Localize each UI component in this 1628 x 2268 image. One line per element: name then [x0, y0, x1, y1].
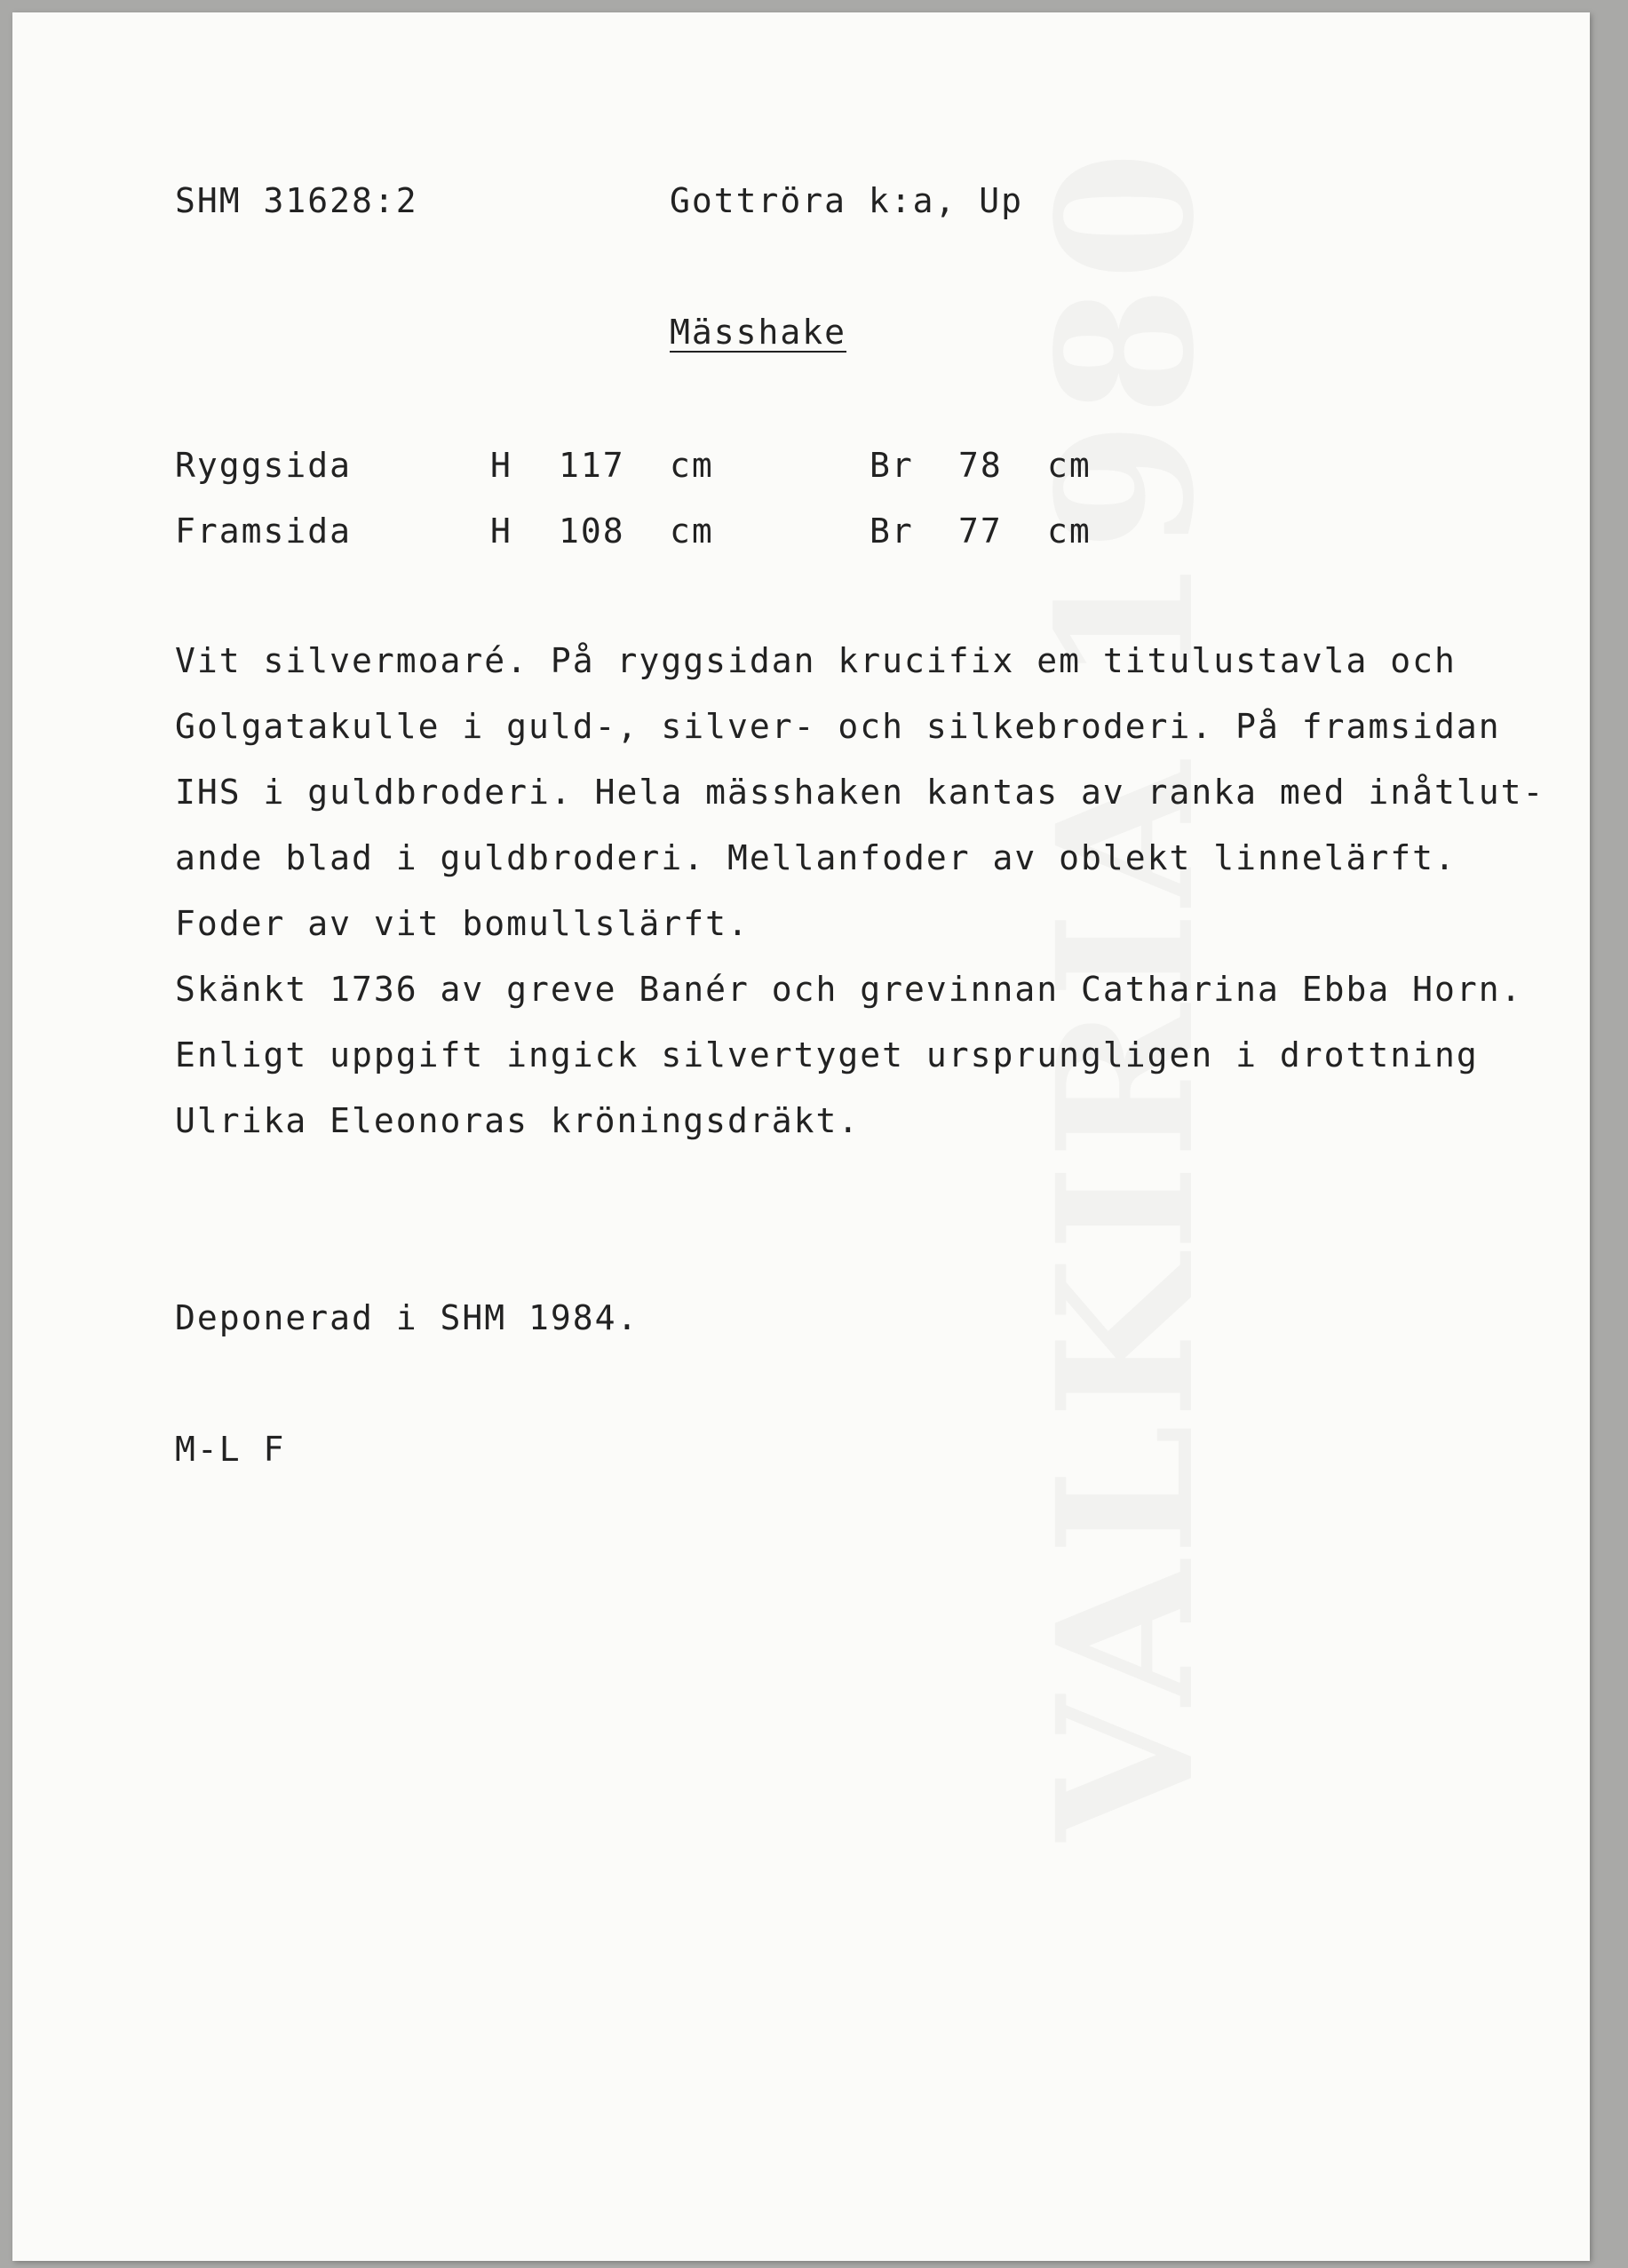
width-label: Br	[870, 511, 914, 551]
description-line: IHS i guldbroderi. Hela mässhaken kantas av ranka med inåtlut-	[175, 773, 1545, 812]
location: Gottröra k:a, Up	[670, 181, 1024, 220]
width-unit: cm	[1047, 511, 1092, 551]
height-label: H	[490, 511, 512, 551]
height-value: 117	[559, 446, 625, 485]
measurement-side: Framsida	[175, 511, 353, 551]
description-line: Vit silvermoaré. På ryggsidan krucifix em titulustavla och	[175, 641, 1457, 680]
description-line: Ulrika Eleonoras kröningsdräkt.	[175, 1101, 861, 1140]
deposit-note: Deponerad i SHM 1984.	[175, 1298, 639, 1337]
signature-initials: M-L F	[175, 1430, 286, 1469]
width-value: 78	[958, 446, 1003, 485]
measurement-side: Ryggsida	[175, 446, 353, 485]
height-unit: cm	[670, 511, 714, 551]
height-value: 108	[559, 511, 625, 551]
width-value: 77	[958, 511, 1003, 551]
height-unit: cm	[670, 446, 714, 485]
document-title: Mässhake	[670, 313, 847, 352]
document-page	[12, 12, 1590, 2261]
description-line: Skänkt 1736 av greve Banér och grevinnan Catharina Ebba Horn.	[175, 970, 1523, 1009]
description-line: Foder av vit bomullslärft.	[175, 904, 750, 943]
inventory-number: SHM 31628:2	[175, 181, 418, 220]
description-line: Golgatakulle i guld-, silver- och silkebroderi. På framsidan	[175, 707, 1501, 746]
width-unit: cm	[1047, 446, 1092, 485]
width-label: Br	[870, 446, 914, 485]
description-line: Enligt uppgift ingick silvertyget ursprungligen i drottning	[175, 1035, 1479, 1075]
height-label: H	[490, 446, 512, 485]
description-line: ande blad i guldbroderi. Mellanfoder av oblekt linnelärft.	[175, 838, 1457, 877]
